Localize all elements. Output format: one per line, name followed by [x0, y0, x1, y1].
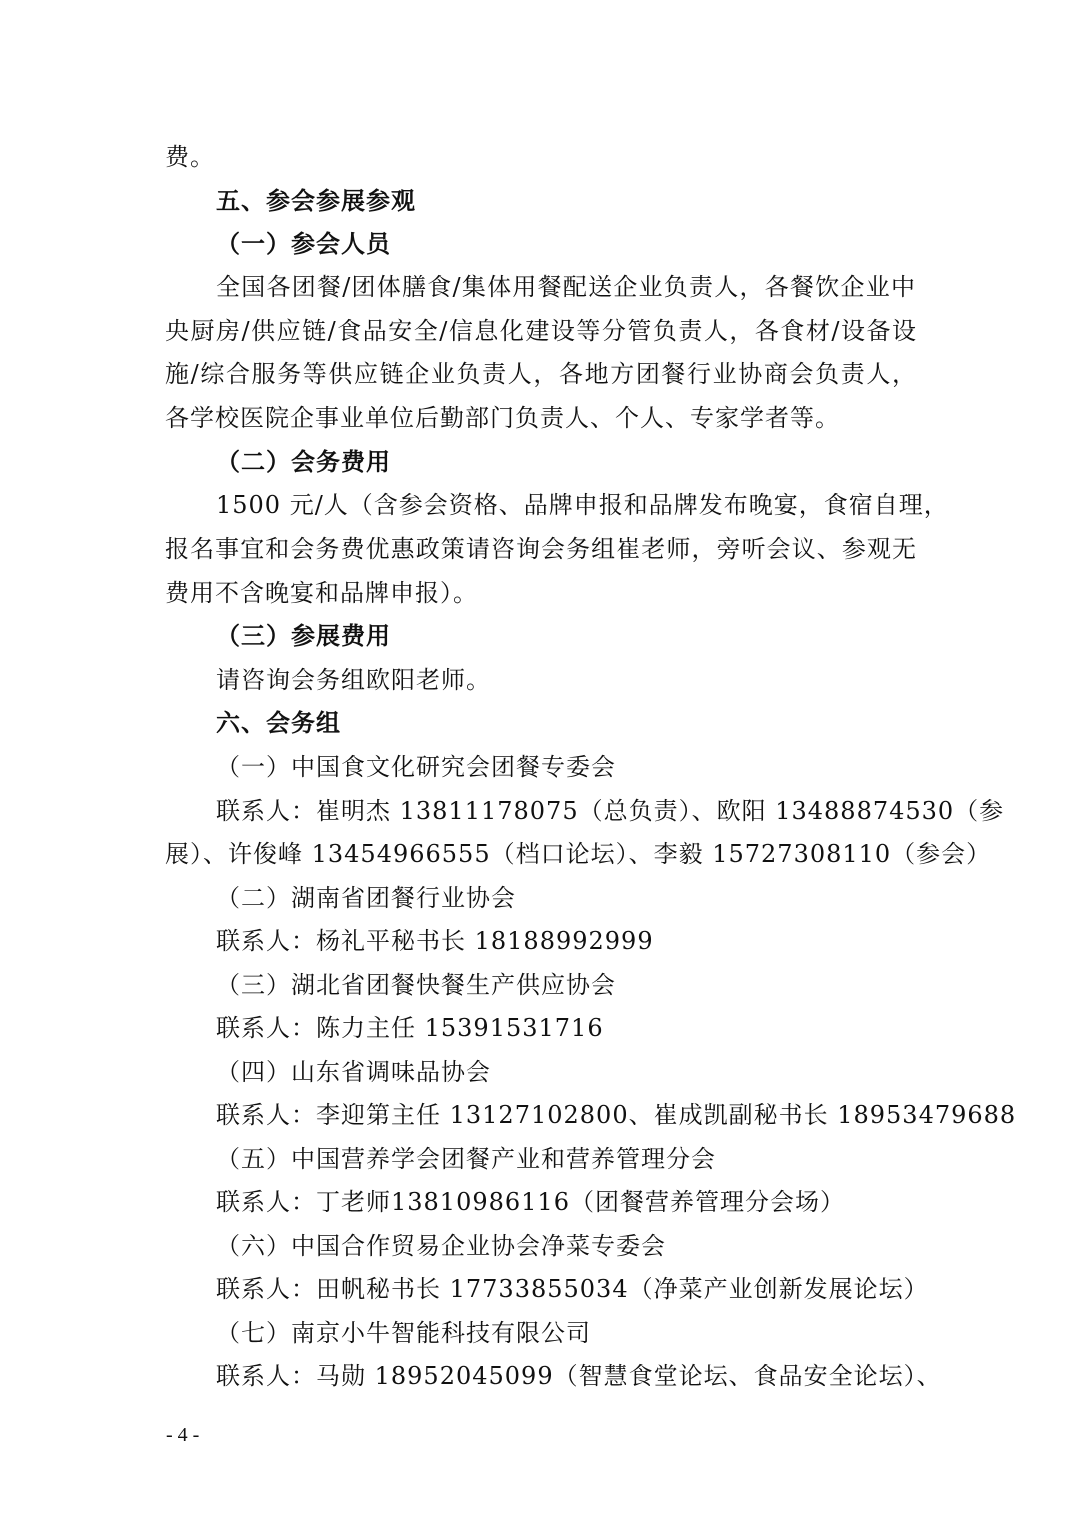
attendees-text-line-1: 全国各团餐/团体膳食/集体用餐配送企业负责人，各餐饮企业中 [216, 273, 916, 301]
org-4-name: （四）山东省调味品协会 [216, 1058, 491, 1086]
org-2-name: （二）湖南省团餐行业协会 [216, 884, 516, 912]
org-5-contact: 联系人：丁老师13810986116（团餐营养管理分会场） [216, 1188, 845, 1216]
subheading-fees: （二）会务费用 [216, 447, 391, 476]
org-5-name: （五）中国营养学会团餐产业和营养管理分会 [216, 1145, 716, 1173]
org-7-contact: 联系人：马勋 18952045099（智慧食堂论坛、食品安全论坛）、 [216, 1362, 942, 1390]
fees-text-line-3: 费用不含晚宴和品牌申报）。 [165, 579, 478, 607]
fees-text-line-2: 报名事宜和会务费优惠政策请咨询会务组崔老师，旁听会议、参观无 [165, 535, 917, 563]
section-heading-6: 六、会务组 [216, 708, 341, 737]
org-2-contact: 联系人：杨礼平秘书长 18188992999 [216, 927, 654, 955]
subheading-exhibition-fees: （三）参展费用 [216, 621, 391, 650]
org-6-name: （六）中国合作贸易企业协会净菜专委会 [216, 1232, 666, 1260]
org-1-contact-line-1: 联系人：崔明杰 13811178075（总负责）、欧阳 13488874530（参 [216, 797, 1005, 825]
org-3-name: （三）湖北省团餐快餐生产供应协会 [216, 971, 616, 999]
section-heading-5: 五、参会参展参观 [216, 186, 416, 215]
exhibition-fees-text: 请咨询会务组欧阳老师。 [216, 666, 491, 694]
org-4-contact: 联系人：李迎第主任 13127102800、崔成凯副秘书长 18953479688 [216, 1101, 1017, 1129]
org-6-contact: 联系人：田帆秘书长 17733855034（净菜产业创新发展论坛） [216, 1275, 929, 1303]
paragraph-continuation: 费。 [165, 143, 215, 171]
org-3-contact: 联系人：陈力主任 15391531716 [216, 1014, 604, 1042]
org-7-name: （七）南京小牛智能科技有限公司 [216, 1319, 591, 1347]
org-1-contact-line-2: 展）、许俊峰 13454966555（档口论坛）、李毅 15727308110（参会） [165, 840, 992, 868]
attendees-text-line-2: 央厨房/供应链/食品安全/信息化建设等分管负责人，各食材/设备设 [165, 317, 917, 345]
page-number: - 4 - [166, 1424, 200, 1446]
attendees-text-line-4: 各学校医院企事业单位后勤部门负责人、个人、专家学者等。 [165, 404, 840, 432]
attendees-text-line-3: 施/综合服务等供应链企业负责人，各地方团餐行业协商会负责人， [165, 360, 917, 388]
org-1-name: （一）中国食文化研究会团餐专委会 [216, 753, 616, 781]
fees-text-line-1: 1500 元/人（含参会资格、品牌申报和品牌发布晚宴，食宿自理， [216, 491, 949, 519]
subheading-attendees: （一）参会人员 [216, 229, 391, 258]
